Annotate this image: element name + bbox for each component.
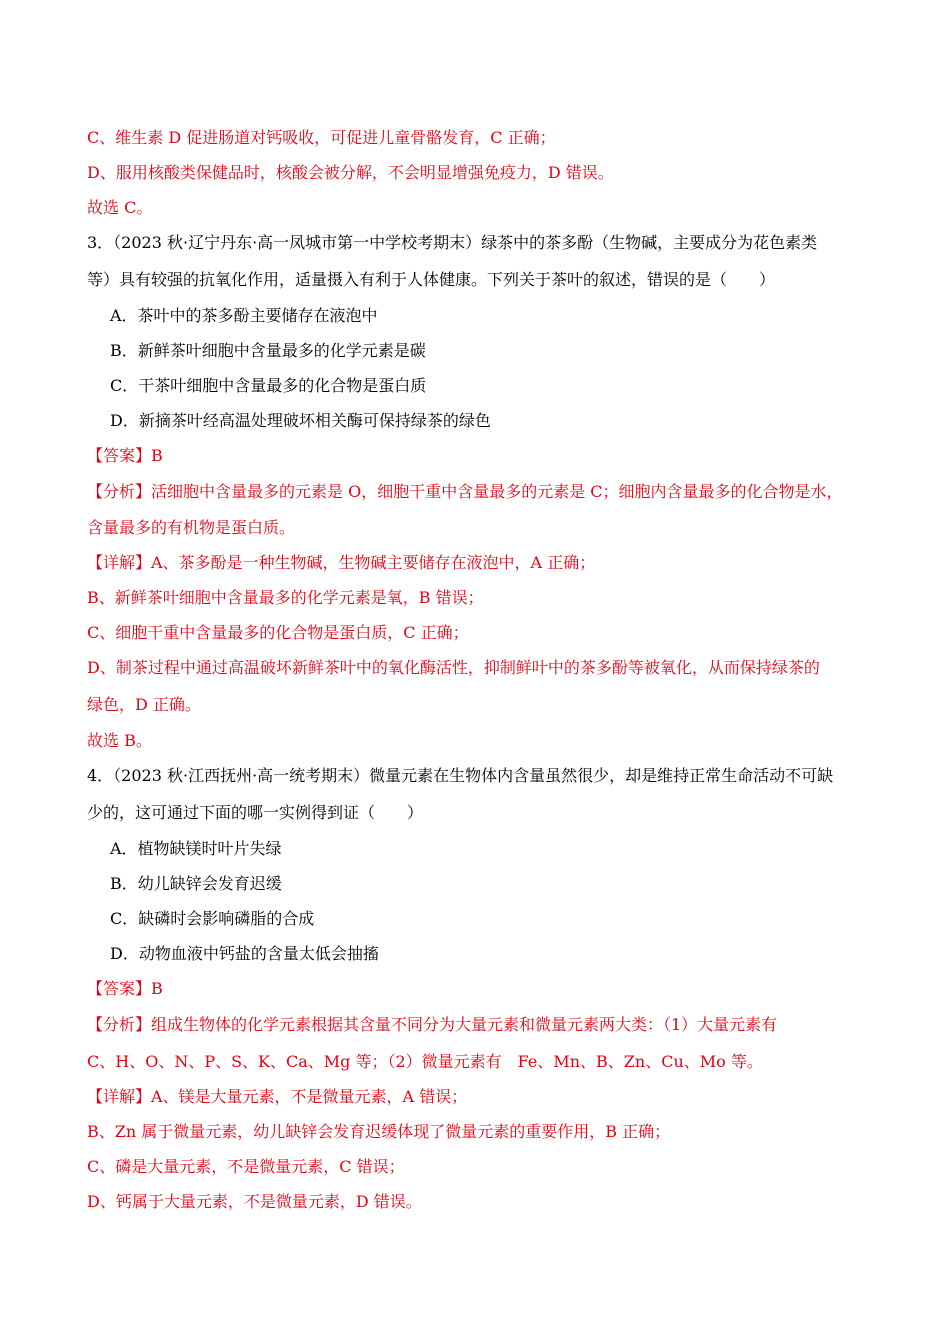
- prev-detail-c: C、维生素 D 促进肠道对钙吸收，可促进儿童骨骼发育，C 正确；: [87, 128, 556, 147]
- q4-stem-line1: 4．（2023 秋·江西抚州·高一统考期末）微量元素在生物体内含量虽然很少，却是维持正常生命活动不可缺: [87, 766, 834, 785]
- q4-stem-line2: 少的，这可通过下面的哪一实例得到证（ ）: [87, 803, 424, 822]
- q3-answer: 【答案】B: [87, 446, 163, 465]
- q4-analysis-line2: C、H、O、N、P、S、K、Ca、Mg 等；（2）微量元素有 Fe、Mn、B、Zn、Cu、Mo 等。: [87, 1052, 763, 1071]
- q4-detail-a: 【详解】A、镁是大量元素，不是微量元素，A 错误；: [87, 1087, 468, 1106]
- q3-analysis-line2: 含量最多的有机物是蛋白质。: [87, 518, 296, 537]
- q4-option-a: A．植物缺镁时叶片失绿: [110, 839, 282, 858]
- prev-detail-d: D、服用核酸类保健品时，核酸会被分解，不会明显增强免疫力，D 错误。: [87, 163, 614, 182]
- q3-detail-b: B、新鲜茶叶细胞中含量最多的化学元素是氧，B 错误；: [87, 588, 484, 607]
- q3-detail-d-line2: 绿色，D 正确。: [87, 695, 201, 714]
- q3-detail-c: C、细胞干重中含量最多的化合物是蛋白质，C 正确；: [87, 623, 469, 642]
- prev-conclusion: 故选 C。: [87, 198, 153, 217]
- q3-option-a: A．茶叶中的茶多酚主要储存在液泡中: [110, 306, 378, 325]
- q3-option-b: B．新鲜茶叶细胞中含量最多的化学元素是碳: [110, 341, 426, 360]
- q4-option-c: C．缺磷时会影响磷脂的合成: [110, 909, 315, 928]
- q4-option-d: D．动物血液中钙盐的含量太低会抽搐: [110, 944, 379, 963]
- q3-analysis-line1: 【分析】活细胞中含量最多的元素是 O，细胞干重中含量最多的元素是 C；细胞内含量最多的化合物是水，: [87, 482, 843, 501]
- q4-detail-c: C、磷是大量元素，不是微量元素，C 错误；: [87, 1157, 405, 1176]
- q4-detail-d: D、钙属于大量元素，不是微量元素，D 错误。: [87, 1192, 422, 1211]
- q3-conclusion: 故选 B。: [87, 731, 152, 750]
- q4-option-b: B．幼儿缺锌会发育迟缓: [110, 874, 282, 893]
- q3-detail-d-line1: D、制茶过程中通过高温破坏新鲜茶叶中的氧化酶活性，抑制鲜叶中的茶多酚等被氧化，从而保持绿茶的: [87, 658, 820, 677]
- q4-detail-b: B、Zn 属于微量元素，幼儿缺锌会发育迟缓体现了微量元素的重要作用，B 正确；: [87, 1122, 671, 1141]
- q4-answer: 【答案】B: [87, 979, 163, 998]
- q3-detail-a: 【详解】A、茶多酚是一种生物碱，生物碱主要储存在液泡中，A 正确；: [87, 553, 596, 572]
- q3-option-d: D．新摘茶叶经高温处理破坏相关酶可保持绿茶的绿色: [110, 411, 491, 430]
- q3-option-c: C．干茶叶细胞中含量最多的化合物是蛋白质: [110, 376, 427, 395]
- q3-stem-line1: 3．（2023 秋·辽宁丹东·高一凤城市第一中学校考期末）绿茶中的茶多酚（生物碱，主要成分为花色素类: [87, 233, 818, 252]
- q3-stem-line2: 等）具有较强的抗氧化作用，适量摄入有利于人体健康。下列关于茶叶的叙述，错误的是（ ）: [87, 270, 776, 289]
- q4-analysis-line1: 【分析】组成生物体的化学元素根据其含量不同分为大量元素和微量元素两大类：（1）大量元素有: [87, 1015, 778, 1034]
